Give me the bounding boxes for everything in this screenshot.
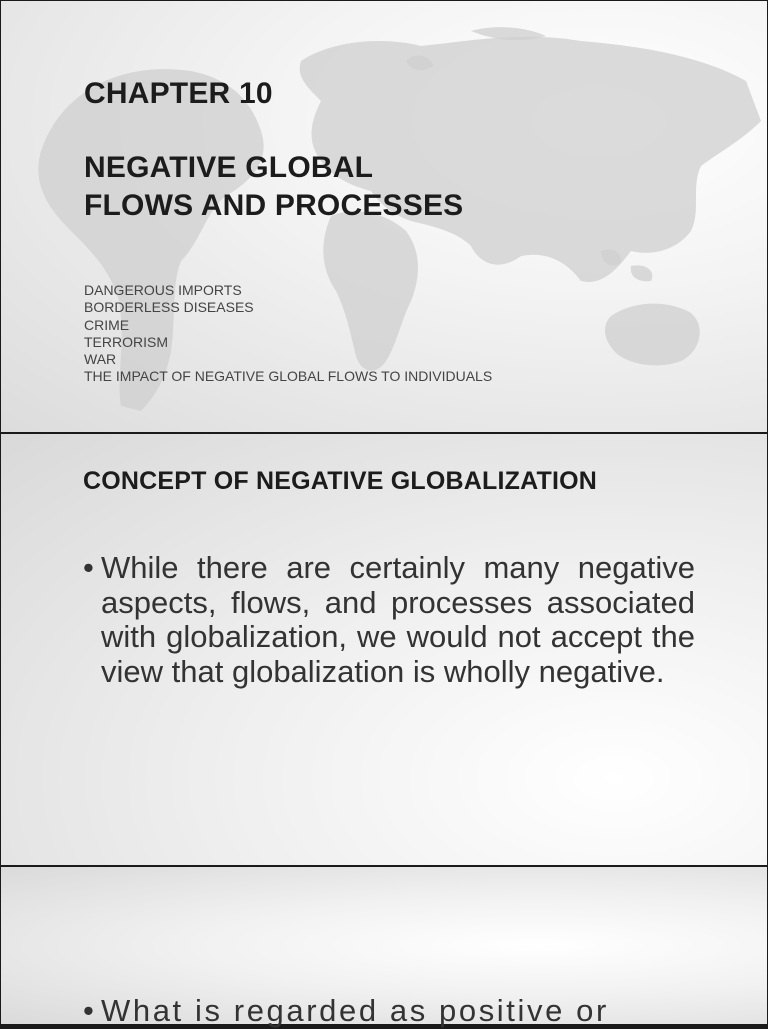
topic-item: BORDERLESS DISEASES — [84, 299, 254, 316]
bullet-symbol: • — [83, 550, 94, 585]
topic-list — [84, 282, 492, 386]
bullet-point — [83, 994, 695, 1029]
topic-item: THE IMPACT OF NEGATIVE GLOBAL FLOWS TO INDIVIDUALS — [84, 368, 493, 385]
topic-item: CRIME — [84, 316, 130, 333]
bullet-point — [83, 551, 695, 689]
chapter-title-line-1: NEGATIVE GLOBAL — [84, 151, 374, 184]
topic-item: TERRORISM — [84, 333, 168, 350]
slide-title: CONCEPT OF NEGATIVE GLOBALIZATION — [83, 467, 597, 495]
bullet-symbol: • — [83, 993, 97, 1028]
chapter-title — [84, 149, 604, 225]
topic-item: WAR — [84, 351, 117, 368]
slide-chapter-title — [1, 1, 767, 432]
bullet-text: What is regarded as positive or — [101, 993, 609, 1028]
bullet-text: While there are certainly many negative aspects, flows, and processes associated with globalization, we would not accept the view that globalization is wholly negative. — [101, 550, 695, 689]
chapter-title-line-2: FLOWS AND PROCESSES — [84, 189, 464, 222]
topic-item: DANGEROUS IMPORTS — [84, 282, 242, 298]
chapter-number: CHAPTER 10 — [84, 77, 273, 110]
